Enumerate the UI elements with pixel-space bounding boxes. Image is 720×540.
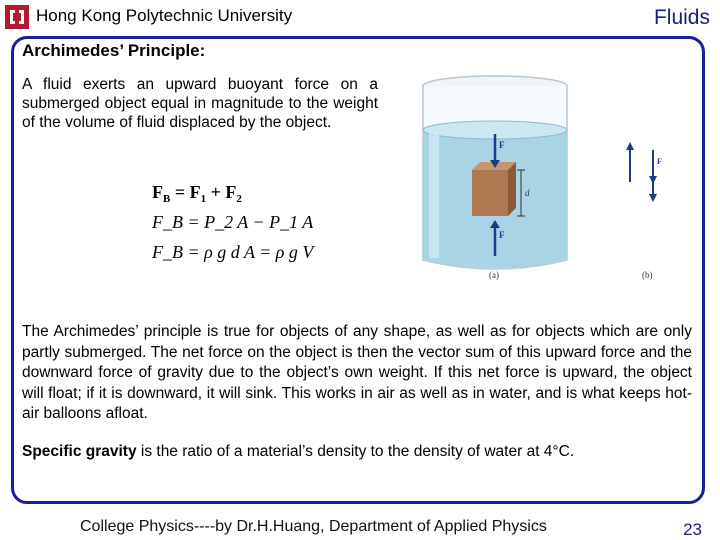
equation-line-2: F_B = P_2 A − P_1 A: [152, 212, 314, 232]
page-number: 23: [683, 520, 702, 539]
specific-gravity-definition: is the ratio of a material’s density to the density of water at 4°C.: [136, 443, 575, 460]
label-f2: F: [499, 230, 505, 240]
buoyancy-figure: [405, 72, 705, 290]
university-name: Hong Kong Polytechnic University: [36, 6, 293, 25]
footer-credit: College Physics----by Dr.H.Huang, Department of Applied Physics: [80, 518, 547, 535]
label-d: d: [525, 188, 530, 198]
slide-title: Archimedes’ Principle:: [22, 41, 206, 60]
equation-line-1: $F_B = F_1 + F_2$: [152, 182, 242, 205]
buoyancy-equations: [150, 178, 320, 266]
university-logo: [4, 4, 30, 30]
submerged-block: [472, 162, 516, 216]
specific-gravity-text: [22, 442, 692, 462]
panel-a-label: (a): [489, 270, 499, 280]
equation-line-3: F_B = ρ g d A = ρ g V: [152, 242, 314, 262]
panel-b-label: (b): [642, 270, 653, 280]
body-paragraph: The Archimedes’ principle is true for objects of any shape, as well as for objects which are only partly submerged. The net force on the object is then the vector sum of this upward force and the downward force of gravity due to the object’s own weight. If this net force is upward, the object will float; if it is downward, it will sink. This works in air as well as in water, and is what keeps hot-air balloons afloat.: [22, 323, 692, 422]
label-fb: F: [657, 157, 662, 166]
label-f1: F: [499, 140, 505, 150]
course-title: Fluids: [653, 6, 710, 29]
specific-gravity-term: Specific gravity: [22, 443, 137, 460]
intro-text: A fluid exerts an upward buoyant force on a submerged object equal in magnitude to the weight of the volume of fluid displaced by the object.: [22, 76, 378, 131]
